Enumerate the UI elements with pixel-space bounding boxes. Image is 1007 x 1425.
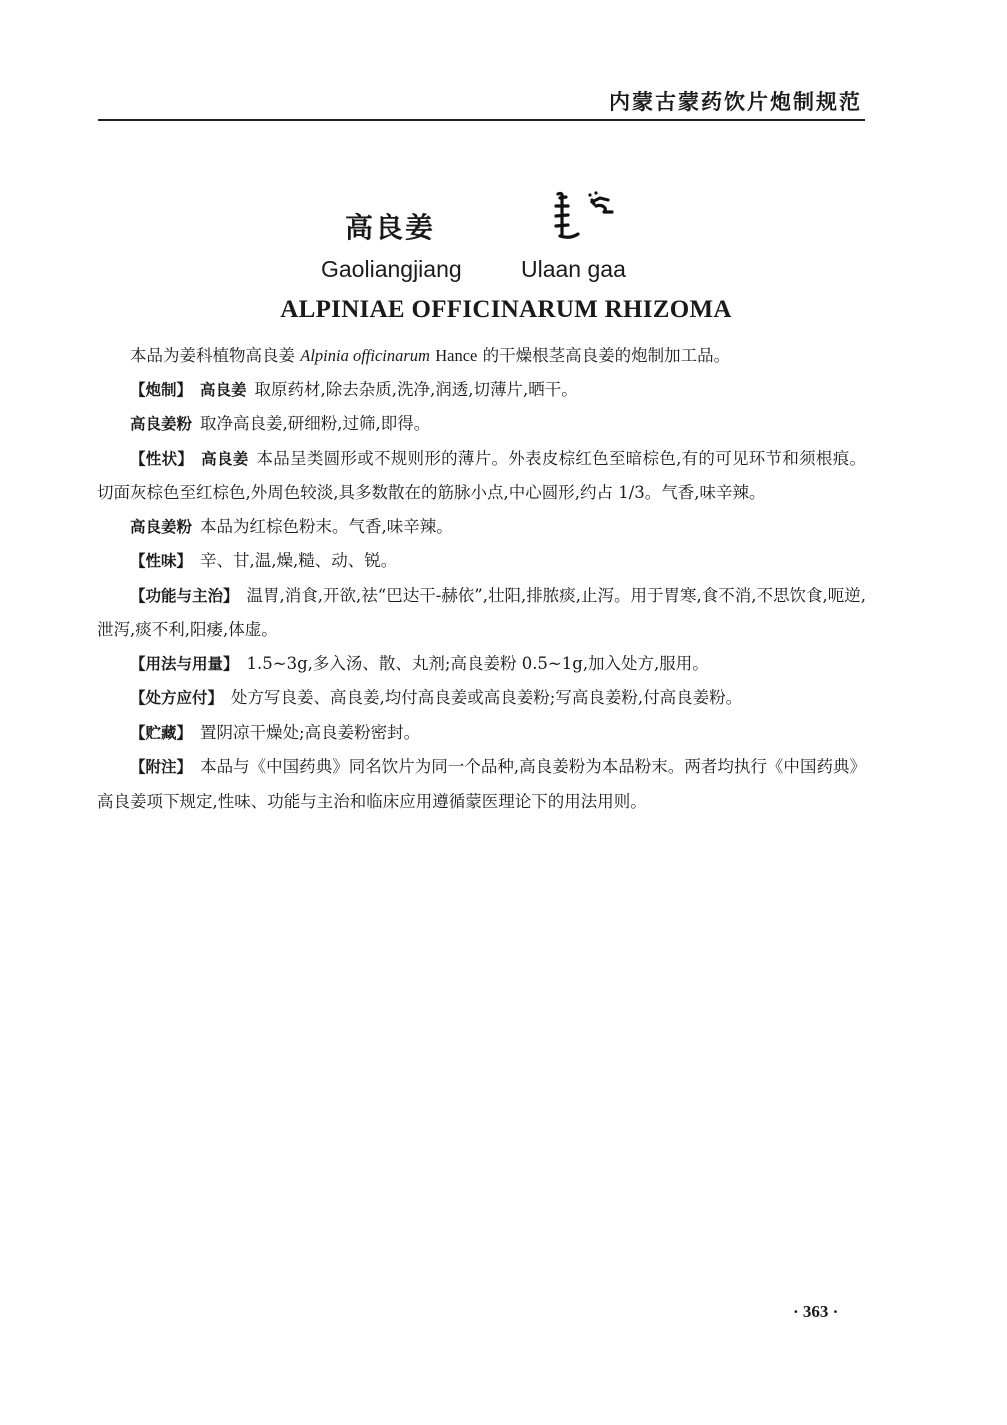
intro-after: 的干燥根茎高良姜的炮制加工品。: [482, 346, 731, 365]
entry-pinyin: Gaoliangjiang: [321, 256, 462, 282]
storage-text: 置阴凉干燥处;高良姜粉密封。: [200, 722, 421, 742]
page-number: · 363 ·: [793, 1302, 839, 1321]
function-text: 温胃,消食,开欲,祛“巴达干-赫依”,壮阳,排脓痰,止泻。用于胃寒,食不消,不思饮食,呃逆,泄泻,痰不利,阳痿,体虚。: [97, 585, 866, 639]
dosage-paragraph: [97, 647, 866, 682]
species-authority: Hance: [435, 346, 478, 365]
processing-paragraph: [97, 373, 866, 408]
storage-label: 【贮藏】: [130, 723, 193, 742]
character-paragraph: [97, 442, 866, 510]
mongolian-script-title: [548, 188, 618, 244]
nature-label: 【性味】: [130, 552, 193, 570]
character-text-1: 本品呈类圆形或不规则形的薄片。外表皮棕红色至暗棕色,有的可见环节和须根痕。切面灰棕色至红棕色,外周色较淡,具多数散在的筋脉小点,中心圆形,约占 1/3。气香,味辛辣。: [97, 448, 866, 502]
nature-paragraph: [97, 544, 866, 579]
nature-text: 辛、甘,温,燥,糙、动、锐。: [200, 551, 398, 570]
running-header-title: 内蒙古蒙药饮片炮制规范: [609, 90, 862, 114]
character-sub-gaoliangjiang: 高良姜: [201, 449, 249, 468]
function-paragraph: [97, 579, 866, 647]
processing-text-2: 取净高良姜,研细粉,过筛,即得。: [200, 414, 431, 433]
prescription-label: 【处方应付】: [130, 689, 224, 707]
note-label: 【附注】: [130, 758, 193, 776]
header-rule: [98, 119, 865, 121]
processing-sub-powder: 高良姜粉: [130, 415, 193, 433]
character-sub-powder: 高良姜粉: [130, 517, 193, 536]
dosage-label: 【用法与用量】: [130, 654, 239, 673]
entry-body: [97, 339, 866, 818]
intro-paragraph: [97, 339, 866, 373]
dosage-text: 1.5~3g,多入汤、散、丸剂;高良姜粉 0.5~1g,加入处方,服用。: [246, 653, 709, 673]
processing-powder-paragraph: [97, 407, 866, 442]
processing-sub-gaoliangjiang: 高良姜: [200, 380, 247, 399]
entry-mongolian-latin: Ulaan gaa: [521, 256, 626, 282]
character-label: 【性状】: [130, 449, 194, 468]
entry-latin-name: ALPINIAE OFFICINARUM RHIZOMA: [280, 296, 732, 323]
character-powder-paragraph: [97, 510, 866, 545]
function-label: 【功能与主治】: [130, 586, 239, 605]
note-paragraph: [97, 750, 866, 818]
processing-label: 【炮制】: [130, 380, 193, 399]
prescription-text: 处方写良姜、高良姜,均付高良姜或高良姜粉;写高良姜粉,付高良姜粉。: [231, 688, 743, 707]
character-text-2: 本品为红棕色粉末。气香,味辛辣。: [200, 516, 453, 536]
storage-paragraph: [97, 716, 866, 751]
species-name: Alpinia officinarum: [300, 346, 430, 365]
note-text: 本品与《中国药典》同名饮片为同一个品种,高良姜粉为本品粉末。两者均执行《中国药典》高良姜项下规定,性味、功能与主治和临床应用遵循蒙医理论下的用法用则。: [97, 757, 866, 811]
entry-title-chinese: 高良姜: [345, 211, 436, 244]
processing-text-1: 取原药材,除去杂质,洗净,润透,切薄片,晒干。: [254, 379, 578, 399]
prescription-paragraph: [97, 681, 866, 716]
intro-before: 本品为姜科植物高良姜: [130, 346, 295, 365]
